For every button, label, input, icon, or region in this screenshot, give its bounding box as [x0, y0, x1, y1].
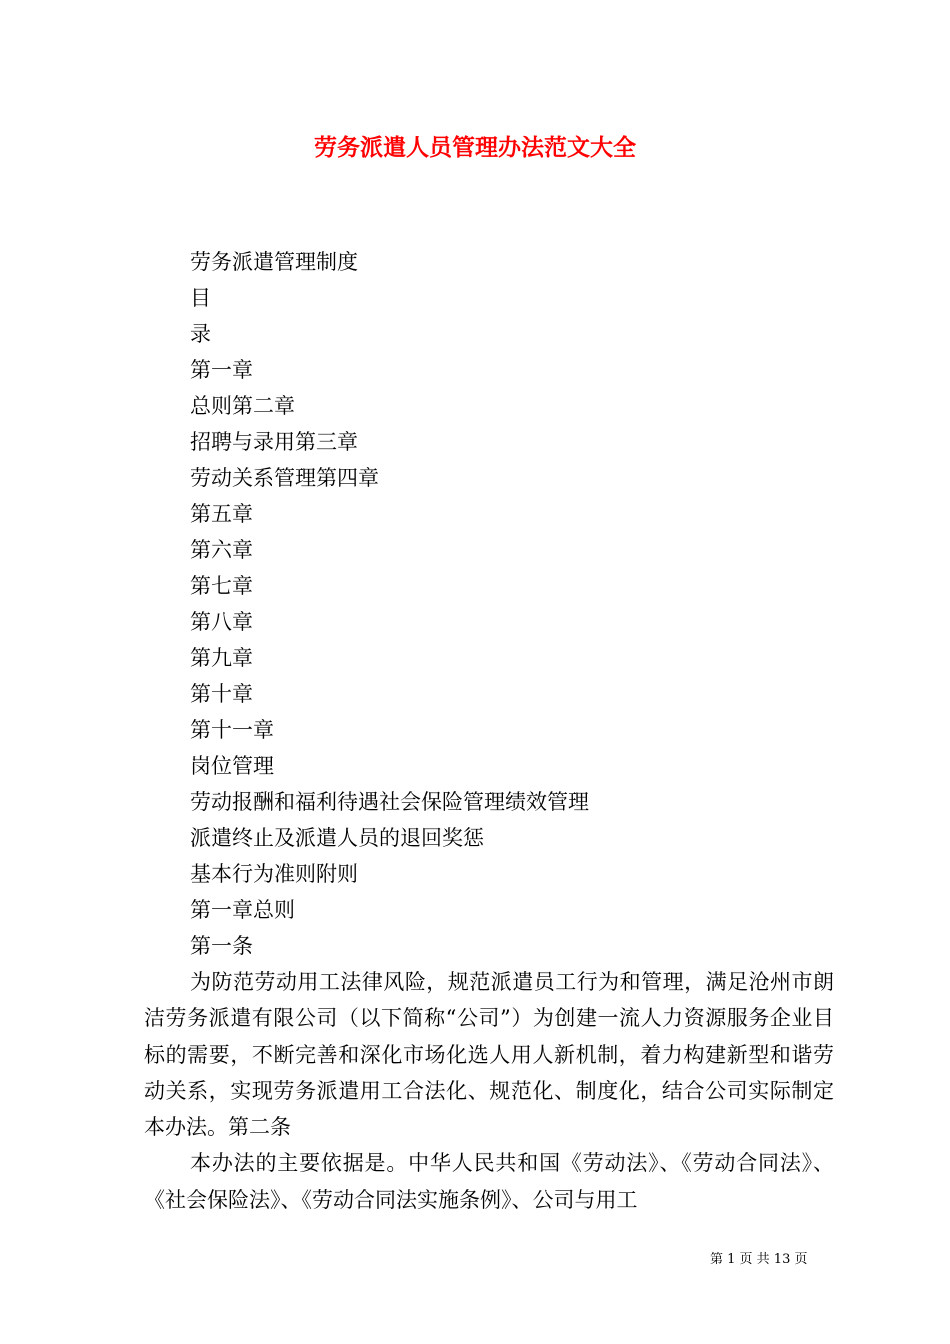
document-title: 劳务派遣人员管理办法范文大全 [314, 134, 636, 161]
toc-line: 招聘与录用第三章 [190, 430, 358, 454]
toc-line: 第九章 [190, 646, 253, 670]
toc-line: 第五章 [190, 502, 253, 526]
toc-line: 劳务派遣管理制度 [190, 250, 358, 274]
toc-line: 总则第二章 [190, 394, 295, 418]
table-of-contents [190, 244, 830, 964]
paragraph: 为防范劳动用工法律风险，规范派遣员工行为和管理，满足沧州市朗洁劳务派遣有限公司（以下简称“公司”）为创建一流人力资源服务企业目标的需要，不断完善和深化市场化选人用人新机制，着力构建新型和谐劳动关系，实现劳务派遣用工合法化、规范化、制度化，结合公司实际制定本办法。第二条 [144, 970, 834, 1140]
toc-line: 派遣终止及派遣人员的退回奖惩 [190, 826, 484, 850]
toc-line: 第一章总则 [190, 898, 295, 922]
toc-line: 第七章 [190, 574, 253, 598]
toc-line: 第一条 [190, 934, 253, 958]
toc-line: 第十一章 [190, 718, 274, 742]
toc-line: 劳动关系管理第四章 [190, 466, 379, 490]
toc-line: 录 [190, 322, 211, 346]
page-number-footer: 第 1 页 共 13 页 [710, 1252, 808, 1267]
toc-line: 基本行为准则附则 [190, 862, 358, 886]
toc-line: 第十章 [190, 682, 253, 706]
paragraph: 本办法的主要依据是。中华人民共和国《劳动法》、《劳动合同法》、《社会保险法》、《劳动合同法实施条例》、公司与用工 [144, 1151, 834, 1212]
toc-line: 第八章 [190, 610, 253, 634]
toc-line: 第一章 [190, 358, 253, 382]
toc-line: 第六章 [190, 538, 253, 562]
toc-line: 目 [190, 286, 211, 310]
body-text [144, 964, 834, 1218]
toc-line: 劳动报酬和福利待遇社会保险管理绩效管理 [190, 790, 589, 814]
toc-line: 岗位管理 [190, 754, 274, 778]
